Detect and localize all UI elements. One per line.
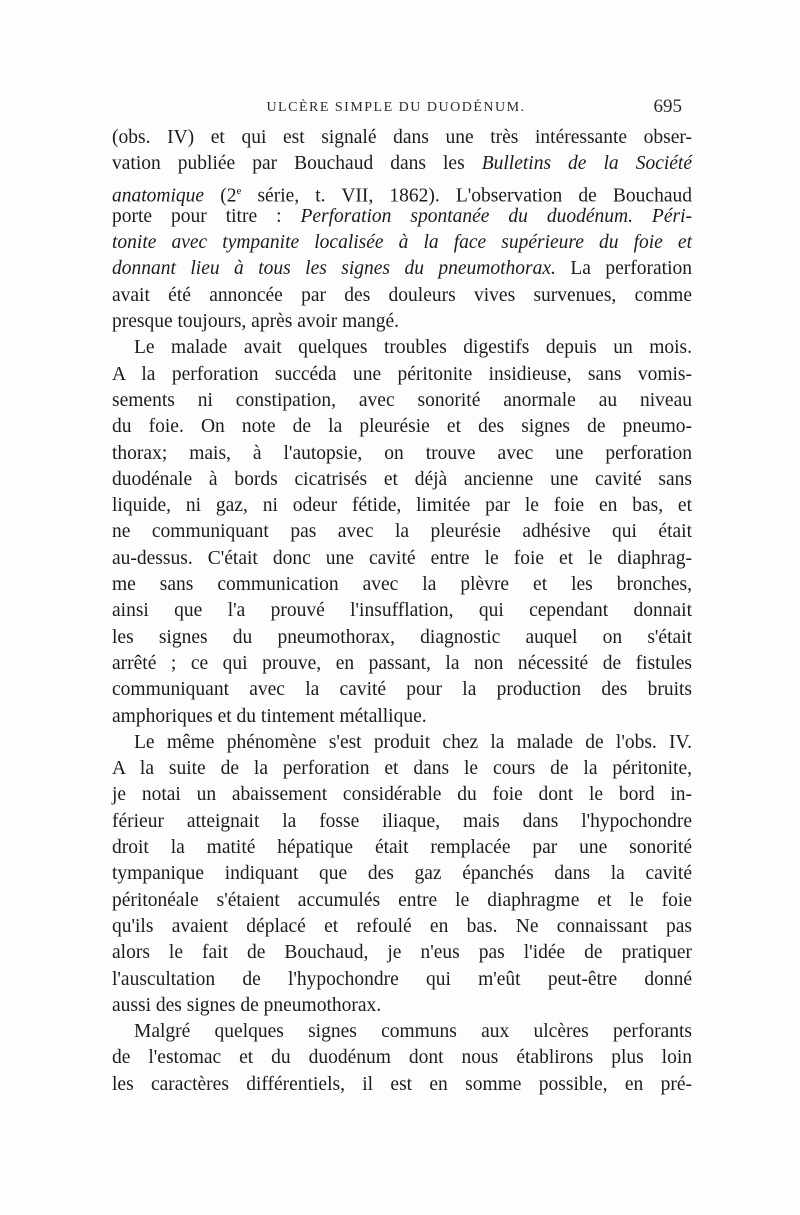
text-line: presque toujours, après avoir mangé. xyxy=(112,311,399,333)
text-line: de l'estomac et du duodénum dont nous établirons plus loin xyxy=(112,1047,692,1069)
text-line: (obs. IV) et qui est signalé dans une très intéressante obser- xyxy=(112,127,692,148)
text-line: Malgré quelques signes communs aux ulcères perforants xyxy=(134,1021,692,1043)
text-line: A la suite de la perforation et dans le cours de la péritonite, xyxy=(112,758,692,780)
text-line: aussi des signes de pneumothorax. xyxy=(112,994,382,1016)
text-line: arrêté ; ce qui prouve, en passant, la non nécessité de fistules xyxy=(112,652,692,674)
text-line: avait été annoncée par des douleurs vives survenues, comme xyxy=(112,284,692,306)
text-line: l'auscultation de l'hypochondre qui m'eût peut-être donné xyxy=(112,968,692,990)
text-line: communiquant avec la cavité pour la production des bruits xyxy=(112,679,692,701)
running-head xyxy=(112,96,680,122)
text-line: Le malade avait quelques troubles digestifs depuis un mois. xyxy=(134,337,692,359)
text-line xyxy=(112,230,692,256)
text-line: qu'ils avaient déplacé et refoulé en bas. Ne connaissant pas xyxy=(112,915,692,937)
text-line: ne communiquant pas avec la pleurésie adhésive qui était xyxy=(112,521,692,543)
text-line: duodénale à bords cicatrisés et déjà ancienne une cavité sans xyxy=(112,468,692,490)
italic-text: Perforation spontanée du duodénum. Péri- xyxy=(300,205,692,227)
text-line: liquide, ni gaz, ni odeur fétide, limitée par le foie en bas, et xyxy=(112,495,692,517)
text-line: tympanique indiquant que des gaz épanchés dans la cavité xyxy=(112,863,692,885)
text-run: porte pour titre : xyxy=(112,205,301,227)
italic-text: donnant lieu à tous les signes du pneumothorax. xyxy=(112,258,556,280)
text-line: thorax; mais, à l'autopsie, on trouve avec une perforation xyxy=(112,442,692,464)
italic-text: anatomique xyxy=(112,185,205,207)
italic-text: Bulletins de la Société xyxy=(481,153,692,175)
text-line: je notai un abaissement considérable du foie dont le bord in- xyxy=(112,784,692,806)
text-run: (2 xyxy=(204,185,237,207)
text-run: série, t. VII, 1862). L'observation de Bouchaud xyxy=(241,185,692,207)
text-line: les caractères différentiels, il est en somme possible, en pré- xyxy=(112,1073,692,1095)
body-text xyxy=(112,125,692,1098)
text-line xyxy=(112,256,692,282)
text-line: péritonéale s'étaient accumulés entre le diaphragme et le foie xyxy=(112,889,692,911)
text-run: vation publiée par Bouchaud dans les xyxy=(112,153,482,175)
text-line: Le même phénomène s'est produit chez la malade de l'obs. IV. xyxy=(134,731,692,753)
text-line: A la perforation succéda une péritonite insidieuse, sans vomis- xyxy=(112,363,692,385)
text-line: les signes du pneumothorax, diagnostic auquel on s'était xyxy=(112,626,692,648)
text-line: férieur atteignait la fosse iliaque, mais dans l'hypochondre xyxy=(112,810,692,832)
running-title: ULCÈRE SIMPLE DU DUODÉNUM. xyxy=(266,100,526,115)
italic-text: tonite avec tympanite localisée à la face supérieure du foie et xyxy=(112,232,692,254)
text-line xyxy=(112,151,692,177)
text-line: ainsi que l'a prouvé l'insufflation, qui cependant donnait xyxy=(112,600,692,622)
text-line: droit la matité hépatique était remplacée par une sonorité xyxy=(112,837,692,859)
text-line: sements ni constipation, avec sonorité anormale au niveau xyxy=(112,389,692,411)
page-number: 695 xyxy=(653,96,682,117)
text-line: alors le fait de Bouchaud, je n'eus pas l'idée de pratiquer xyxy=(112,942,692,964)
superscript: e xyxy=(236,184,242,197)
text-line: du foie. On note de la pleurésie et des signes de pneumo- xyxy=(112,416,692,438)
text-run: La perforation xyxy=(555,258,692,280)
text-line: amphoriques et du tintement métallique. xyxy=(112,705,427,727)
text-line: au-dessus. C'était donc une cavité entre le foie et le diaphrag- xyxy=(112,547,692,569)
text-line xyxy=(112,204,692,230)
text-line xyxy=(112,178,692,207)
text-line: me sans communication avec la plèvre et les bronches, xyxy=(112,574,692,596)
